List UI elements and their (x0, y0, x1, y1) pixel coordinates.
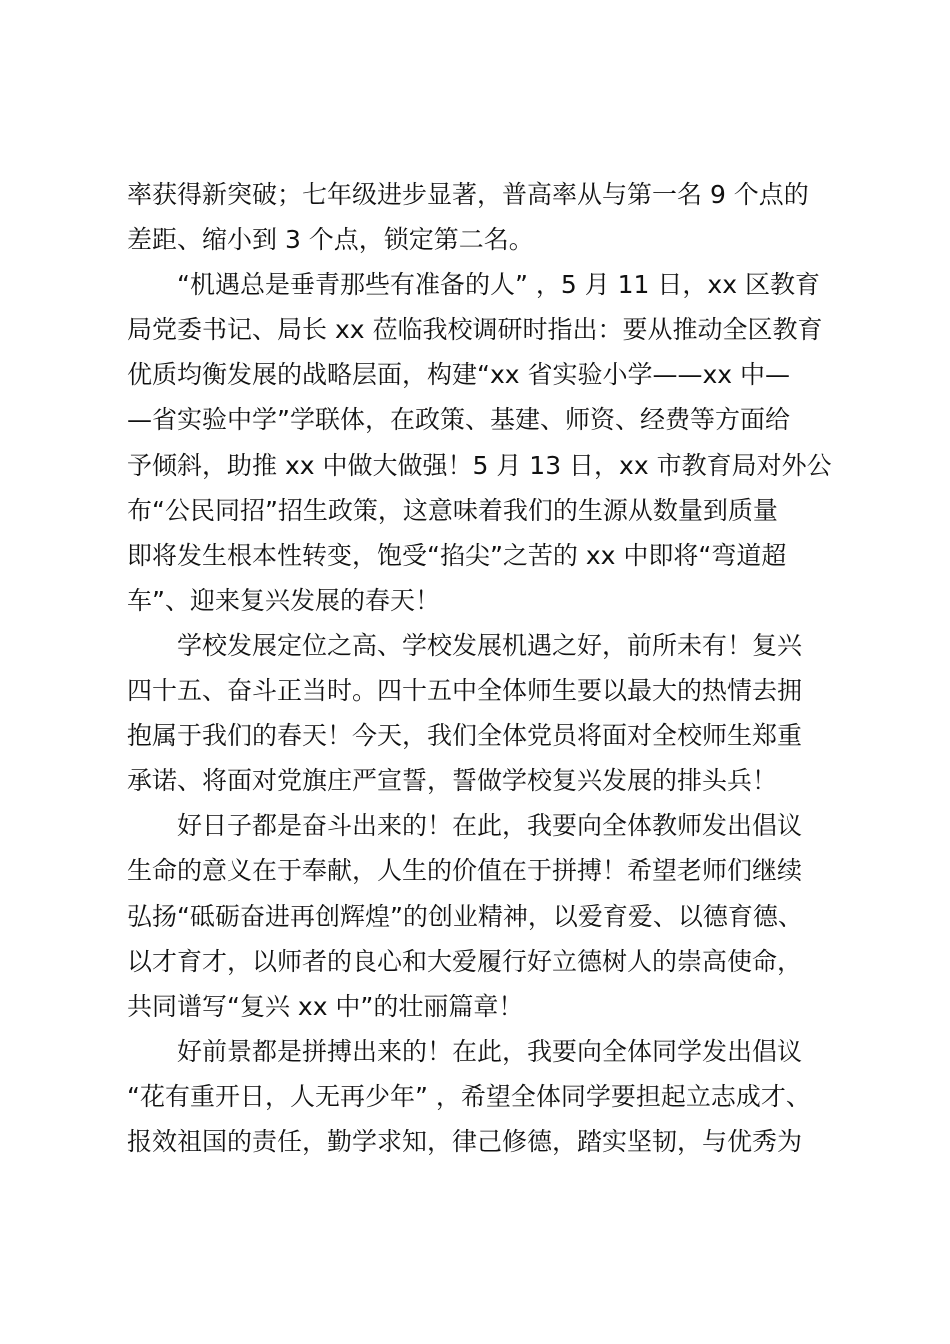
paragraph-5 (127, 1029, 847, 1164)
paragraph-1 (127, 172, 847, 262)
text-line: “花有重开日，人无再少年” ，希望全体同学要担起立志成才、 (127, 1081, 811, 1111)
text-line: 优质均衡发展的战略层面，构建“xx 省实验小学——xx 中— (127, 360, 791, 390)
text-line: 报效祖国的责任，勤学求知，律己修德，踏实坚韧，与优秀为 (127, 1126, 803, 1156)
text-line: 共同谱写“复兴 xx 中”的壮丽篇章！ (127, 991, 524, 1021)
text-line: 率获得新突破；七年级进步显著，普高率从与第一名 9 个点的 (127, 180, 809, 209)
text-line: 好日子都是奋斗出来的！在此，我要向全体教师发出倡议 (177, 811, 803, 841)
text-line: 弘扬“砥砺奋进再创辉煌”的创业精神，以爱育爱、以德育德、 (127, 901, 803, 931)
text-line: “机遇总是垂青那些有准备的人” ，5 月 11 日，xx 区教育 (177, 270, 820, 300)
text-line: 承诺、将面对党旗庄严宣誓，誓做学校复兴发展的排头兵！ (127, 766, 778, 796)
text-line: 布“公民同招”招生政策，这意味着我们的生源从数量到质量 (127, 495, 778, 525)
text-line: 抱属于我们的春天！今天，我们全体党员将面对全校师生郑重 (127, 721, 803, 751)
paragraph-2 (127, 262, 847, 623)
text-line: 予倾斜，助推 xx 中做大做强！5 月 13 日，xx 市教育局对外公 (127, 450, 832, 480)
text-line: 局党委书记、局长 xx 莅临我校调研时指出：要从推动全区教育 (127, 315, 823, 345)
text-line: 以才育才，以师者的良心和大爱履行好立德树人的崇高使命， (127, 946, 803, 976)
text-line: 好前景都是拼搏出来的！在此，我要向全体同学发出倡议 (177, 1036, 803, 1066)
body-text (127, 172, 847, 1164)
text-line: 四十五、奋斗正当时。四十五中全体师生要以最大的热情去拥 (127, 676, 803, 706)
paragraph-3 (127, 623, 847, 803)
text-line: 车”、迎来复兴发展的春天！ (127, 585, 440, 615)
text-line: —省实验中学”学联体，在政策、基建、师资、经费等方面给 (127, 405, 790, 435)
text-line: 即将发生根本性转变，饱受“掐尖”之苦的 xx 中即将“弯道超 (127, 540, 787, 570)
paragraph-4 (127, 803, 847, 1028)
text-line: 生命的意义在于奉献，人生的价值在于拼搏！希望老师们继续 (127, 856, 803, 886)
text-line: 学校发展定位之高、学校发展机遇之好，前所未有！复兴 (177, 630, 803, 660)
text-line: 差距、缩小到 3 个点，锁定第二名。 (127, 225, 534, 255)
